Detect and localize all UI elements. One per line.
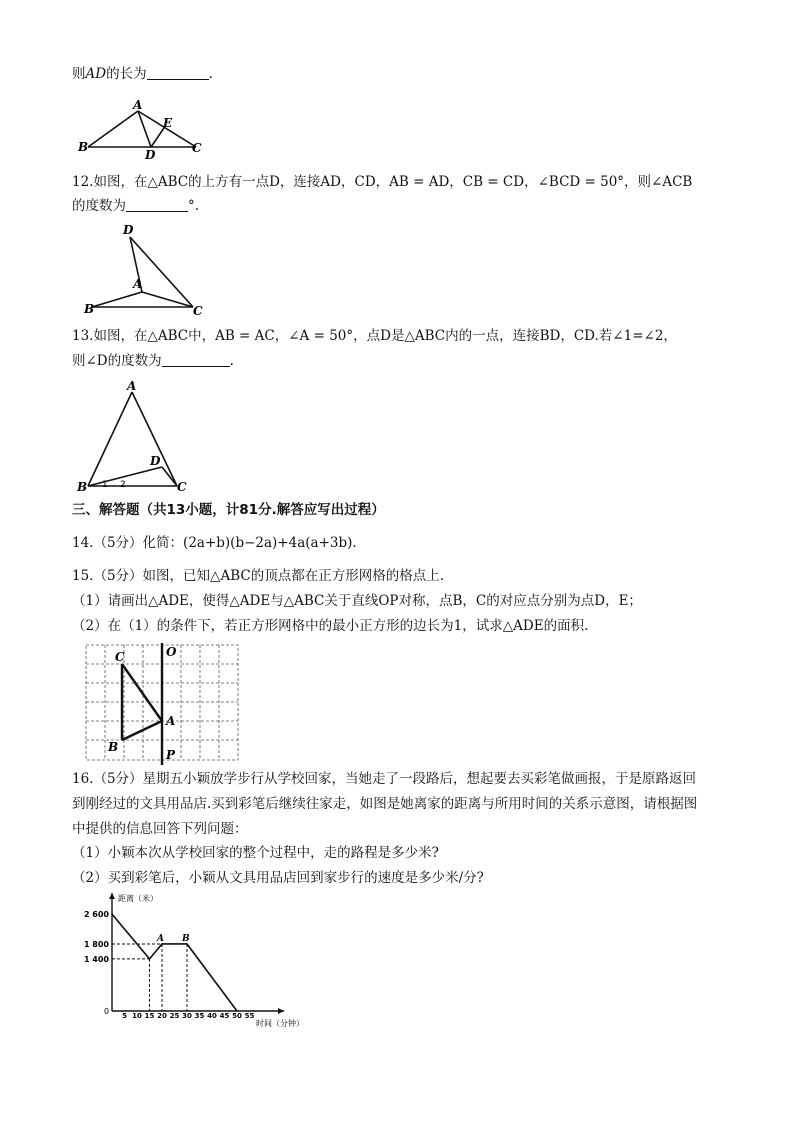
label-E: E — [163, 116, 173, 130]
segment-AD — [138, 111, 151, 147]
label-C: C — [177, 480, 187, 494]
q16-line5: （2）买到彩笔后，小颖从文具用品店回到家步行的速度是多少米/分? — [72, 870, 484, 886]
segment-BA — [122, 721, 162, 740]
q15-line3: （2）在（1）的条件下，若正方形网格中的最小正方形的边长为1，试求△ADE的面积. — [72, 618, 589, 634]
q13-line1: 13.如图，在△ABC中，AB = AC，∠A = 50°，点D是△ABC内的一点，连接BD，CD.若∠1=∠2， — [72, 328, 677, 344]
q16-line2: 到刚经过的文具用品店.买到彩笔后继续往家走，如图是她离家的距离与所用时间的关系示意图，请根据图 — [72, 796, 698, 812]
label-A: A — [133, 277, 143, 291]
data-point — [236, 1010, 238, 1012]
q15-line2: （1）请画出△ADE，使得△ADE与△ABC关于直线OP对称，点B，C的对应点分别为点D，E； — [72, 593, 642, 609]
segment-AC — [132, 392, 177, 486]
x-tick-label: 45 — [219, 1012, 230, 1020]
q11-line — [72, 64, 213, 84]
x-tick-label: 20 — [157, 1012, 167, 1020]
label-A: A — [127, 379, 137, 393]
x-axis-arrow — [278, 1008, 284, 1014]
x-tick-label: 35 — [194, 1012, 205, 1020]
q12-suffix: °. — [188, 198, 200, 214]
figure-q12 — [80, 222, 220, 322]
x-axis-label: 时间（分钟） — [256, 1019, 304, 1028]
label-B: B — [78, 140, 89, 154]
label-A: A — [166, 714, 176, 728]
q12-line2 — [72, 196, 199, 216]
x-tick-label: 55 — [244, 1012, 255, 1020]
segment-CA — [122, 664, 162, 721]
label-B: B — [77, 480, 88, 494]
label-C: C — [115, 650, 125, 664]
figure-q11 — [78, 98, 218, 160]
segment-AB — [88, 392, 132, 486]
origin-label: 0 — [104, 1007, 110, 1016]
x-tick-label: 10 — [132, 1012, 142, 1020]
label-B: B — [108, 740, 119, 754]
label-D: D — [145, 148, 156, 162]
y-axis-label: 距离（米） — [118, 894, 158, 903]
segment-AB — [92, 292, 142, 307]
label-C: C — [192, 141, 202, 155]
y-axis-arrow — [109, 893, 115, 899]
q11-prefix: 则 — [72, 66, 86, 82]
section-heading: 三、解答题（共13小题，计81分.解答应写出过程） — [72, 502, 385, 518]
q16-line4: （1）小颖本次从学校回家的整个过程中，走的路程是多少米? — [72, 845, 439, 861]
q11-end: . — [208, 66, 213, 82]
label-C: C — [193, 304, 203, 318]
q12-prefix: 的度数为 — [72, 198, 126, 214]
x-tick-label: 50 — [232, 1012, 242, 1020]
label-B: B — [84, 302, 95, 316]
q15-line1: 15.（5分）如图，已知△ABC的顶点都在正方形网格的格点上. — [72, 568, 444, 584]
q14-line: 14.（5分）化简：(2a+b)(b−2a)+4a(a+3b). — [72, 535, 357, 551]
label-O: O — [166, 645, 177, 659]
angle-label-2: 2 — [120, 480, 126, 490]
y-tick-label: 1 800 — [83, 939, 109, 949]
q16-line1: 16.（5分）星期五小颖放学步行从学校回家，当她走了一段路后，想起要去买彩笔做画报，于是原路返回 — [72, 771, 697, 787]
data-point — [111, 913, 113, 915]
q11-var: AD — [85, 66, 107, 82]
label-D: D — [123, 223, 134, 237]
answer-blank — [126, 197, 188, 212]
answer-blank — [147, 65, 209, 80]
point-label: A — [157, 933, 164, 944]
point-label: B — [182, 933, 190, 944]
label-D: D — [150, 454, 161, 468]
q13-suffix: . — [229, 353, 234, 369]
x-tick-label: 15 — [144, 1012, 155, 1020]
q13-prefix: 则∠D的度数为 — [72, 353, 162, 369]
figure-q15-grid — [84, 643, 242, 765]
x-tick-label: 5 — [122, 1012, 127, 1020]
q16-line3: 中提供的信息回答下列问题： — [72, 821, 248, 837]
segment-DE — [151, 128, 164, 147]
q11-suffix: 的长为 — [106, 66, 147, 82]
label-P: P — [166, 748, 176, 762]
series-line — [112, 914, 237, 1011]
x-tick-label: 30 — [182, 1012, 192, 1020]
data-point — [149, 958, 151, 960]
figure-q16-chart — [76, 896, 306, 1026]
answer-blank — [162, 352, 230, 367]
x-tick-label: 40 — [207, 1012, 217, 1020]
y-tick-label: 2 600 — [83, 910, 109, 920]
segment-DC — [130, 237, 193, 307]
x-tick-label: 25 — [169, 1012, 180, 1020]
label-A: A — [133, 98, 143, 112]
q12-line1: 12.如图，在△ABC的上方有一点D，连接AD，CD，AB = AD，CB = CD，∠BCD = 50°，则∠ACB — [72, 174, 693, 190]
distance-time-chart — [76, 896, 306, 1026]
figure-q13 — [76, 380, 206, 495]
y-tick-label: 1 400 — [83, 954, 109, 964]
q13-line2 — [72, 351, 234, 371]
angle-label-1: 1 — [102, 480, 108, 490]
segment-AB — [88, 111, 138, 147]
